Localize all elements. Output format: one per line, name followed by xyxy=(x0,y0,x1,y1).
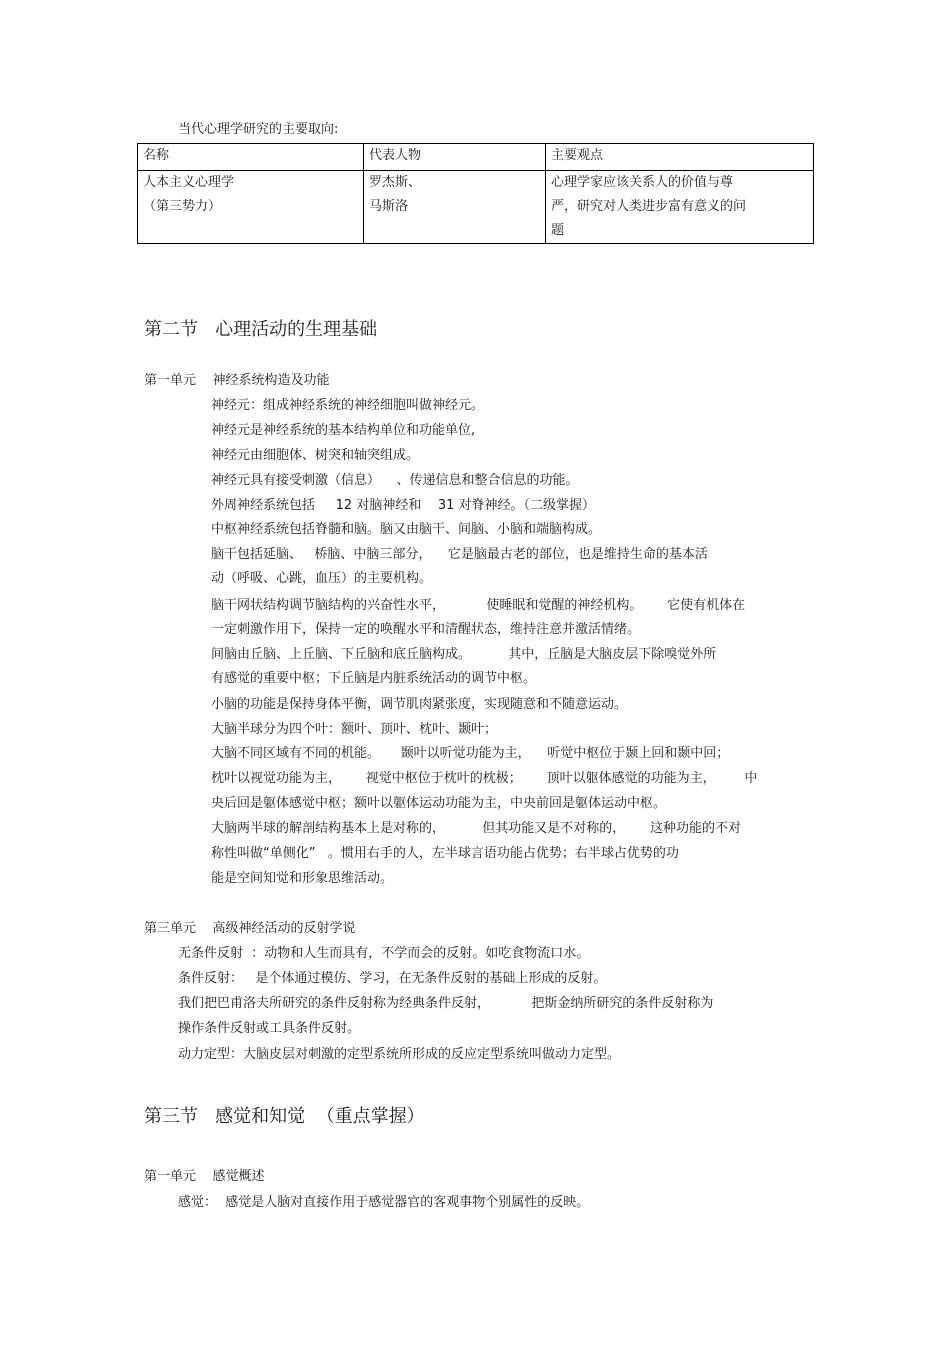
orientation-table xyxy=(137,143,814,244)
unit-heading: 第三单元 高级神经活动的反射学说 xyxy=(144,921,356,936)
body-line: 枕叶以视觉功能为主， 视觉中枢位于枕叶的枕极； 顶叶以躯体感觉的功能为主， 中 xyxy=(211,771,758,786)
body-line: 有感觉的重要中枢；下丘脑是内脏系统活动的调节中枢。 xyxy=(211,671,537,686)
cell-line: 题 xyxy=(551,223,565,238)
section-heading: 第二节 心理活动的生理基础 xyxy=(144,319,378,340)
body-line: 动力定型：大脑皮层对刺激的定型系统所形成的反应定型系统叫做动力定型。 xyxy=(178,1047,621,1062)
cell-line: 罗杰斯、 xyxy=(369,175,422,190)
body-line: 条件反射： 是个体通过模仿、学习，在无条件反射的基础上形成的反射。 xyxy=(178,971,607,986)
table-cell-view xyxy=(546,171,814,244)
body-line: 一定刺激作用下，保持一定的唤醒水平和清醒状态，维持注意并激活情绪。 xyxy=(211,622,641,637)
body-line: 感觉： 感觉是人脑对直接作用于感觉器官的客观事物个别属性的反映。 xyxy=(178,1195,590,1210)
body-line: 脑干包括延脑、 桥脑、中脑三部分， 它是脑最古老的部位，也是维持生命的基本活 xyxy=(211,547,708,562)
cell-line: （第三势力） xyxy=(143,199,222,214)
table-header-cell: 代表人物 xyxy=(364,144,546,171)
body-line: 间脑由丘脑、上丘脑、下丘脑和底丘脑构成。 其中，丘脑是大脑皮层下除嗅觉外所 xyxy=(211,647,717,662)
body-line: 外周神经系统包括 12 对脑神经和 31 对脊神经。（二级掌握） xyxy=(211,498,596,513)
body-line: 我们把巴甫洛夫所研究的条件反射称为经典条件反射， 把斯金纳所研究的条件反射称为 xyxy=(178,996,714,1011)
body-line: 称性叫做“单侧化” 。惯用右手的人，左半球言语功能占优势；右半球占优势的功 xyxy=(211,846,679,861)
section-heading: 第三节 感觉和知觉 （重点掌握） xyxy=(144,1106,425,1127)
body-line: 神经元具有接受刺激（信息） 、传递信息和整合信息的功能。 xyxy=(211,473,579,488)
body-line: 动（呼吸、心跳，血压）的主要机构。 xyxy=(211,571,433,586)
body-line: 无条件反射 ：动物和人生而具有，不学而会的反射。如吃食物流口水。 xyxy=(178,946,590,961)
body-line: 神经元由细胞体、树突和轴突组成。 xyxy=(211,448,420,463)
table-cell-people xyxy=(364,171,546,244)
table-header-row xyxy=(138,144,814,171)
body-line: 大脑不同区域有不同的机能。 颞叶以听觉功能为主， 听觉中枢位于颞上回和颞中回； xyxy=(211,746,730,761)
table-row xyxy=(138,171,814,244)
body-line: 能是空间知觉和形象思维活动。 xyxy=(211,871,394,886)
body-line: 小脑的功能是保持身体平衡，调节肌肉紧张度，实现随意和不随意运动。 xyxy=(211,697,628,712)
body-line: 神经元：组成神经系统的神经细胞叫做神经元。 xyxy=(211,398,485,413)
body-line: 中枢神经系统包括脊髓和脑。脑又由脑干、间脑、小脑和端脑构成。 xyxy=(211,522,602,537)
cell-line: 人本主义心理学 xyxy=(143,175,235,190)
body-line: 央后回是躯体感觉中枢；额叶以躯体运动功能为主，中央前回是躯体运动中枢。 xyxy=(211,796,667,811)
table-header-cell: 主要观点 xyxy=(546,144,814,171)
table-cell-name xyxy=(138,171,364,244)
body-line: 脑干网状结构调节脑结构的兴奋性水平， 使睡眠和觉醒的神经机构。 它使有机体在 xyxy=(211,598,746,613)
cell-line: 马斯洛 xyxy=(369,199,409,214)
body-line: 神经元是神经系统的基本结构单位和功能单位, xyxy=(211,423,476,438)
unit-heading: 第一单元 感觉概述 xyxy=(144,1169,265,1184)
body-line: 操作条件反射或工具条件反射。 xyxy=(178,1021,361,1036)
unit-heading: 第一单元 神经系统构造及功能 xyxy=(144,373,330,388)
intro-text: 当代心理学研究的主要取向: xyxy=(178,122,339,137)
body-line: 大脑两半球的解剖结构基本上是对称的， 但其功能又是不对称的， 这种功能的不对 xyxy=(211,821,741,836)
table-header-cell: 名称 xyxy=(138,144,364,171)
cell-line: 严，研究对人类进步富有意义的问 xyxy=(551,199,747,214)
body-line: 大脑半球分为四个叶：额叶、顶叶、枕叶、颞叶； xyxy=(211,722,498,737)
cell-line: 心理学家应该关系人的价值与尊 xyxy=(551,175,734,190)
